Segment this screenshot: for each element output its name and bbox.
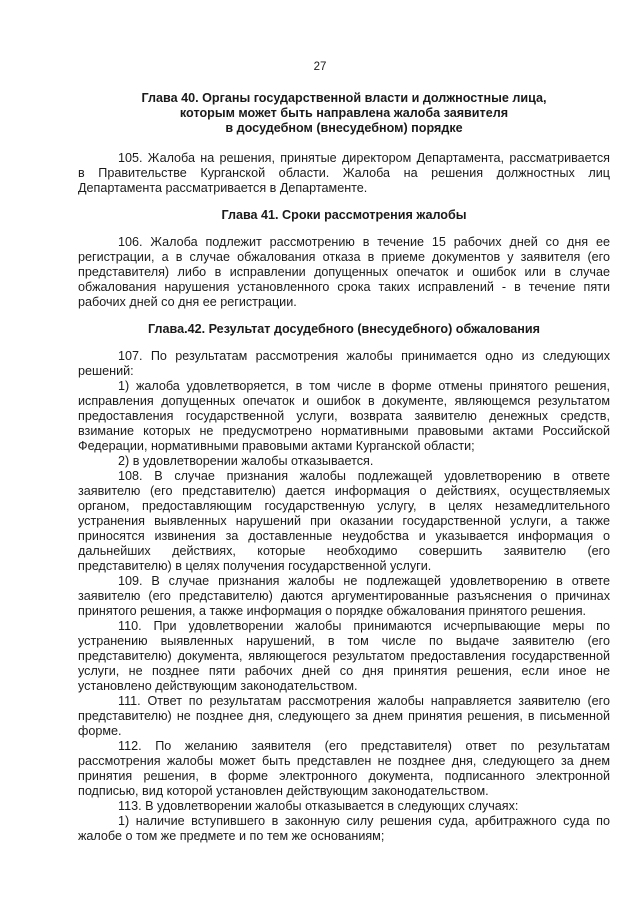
chapter-41-heading: Глава 41. Сроки рассмотрения жалобы <box>221 208 467 222</box>
paragraph-108-line: приносятся извинения за доставленные неудобства и указывается информация о <box>78 529 610 543</box>
paragraph-112-line: принятия решения, в форме электронного документа, подписанного электронной <box>78 769 610 783</box>
paragraph-105-line: Департамента рассматривается в Департаменте. <box>78 181 368 195</box>
paragraph-107-line: решений: <box>78 364 134 378</box>
paragraph-110-line: 110. При удовлетворении жалобы принимаются исчерпывающие меры по <box>118 619 610 633</box>
paragraph-105-line: 105. Жалоба на решения, принятые директором Департамента, рассматривается <box>118 151 610 165</box>
paragraph-112-line: рассмотрения жалобы может быть представлен не позднее дня, следующего за днем <box>78 754 610 768</box>
item-1-line: 1) жалоба удовлетворяется, в том числе в форме отмены принятого решения, <box>118 379 610 393</box>
chapter-40-heading-line-2: которым может быть направлена жалоба заявителя <box>179 106 509 120</box>
paragraph-113-line: 113. В удовлетворении жалобы отказывается в следующих случаях: <box>118 799 519 813</box>
paragraph-106-line: регистрации, а в случае обжалования отказа в приеме документов у заявителя (его <box>78 250 610 264</box>
item-1-line: взимание которых не предусмотрено нормативными правовыми актами Российской <box>78 424 610 438</box>
paragraph-108-line: органом, предоставляющим государственную услугу, в целях незамедлительного <box>78 499 610 513</box>
paragraph-108-line: устранения выявленных нарушений при оказании государственной услуги, а также <box>78 514 610 528</box>
paragraph-105-line: в Правительстве Курганской области. Жалоба на решения должностных лиц <box>78 166 610 180</box>
paragraph-110-line: устранению выявленных нарушений, в том числе по выдаче заявителю (его <box>78 634 610 648</box>
paragraph-106-line: представителя) либо в исправлении допущенных опечаток и ошибок или в случае <box>78 265 610 279</box>
paragraph-107-line: 107. По результатам рассмотрения жалобы принимается одно из следующих <box>118 349 610 363</box>
paragraph-112-line: подписью, вид которой установлен действующим законодательством. <box>78 784 489 798</box>
paragraph-111-line: 111. Ответ по результатам рассмотрения жалобы направляется заявителю (его <box>118 694 610 708</box>
item-2-line: 2) в удовлетворении жалобы отказывается. <box>118 454 374 468</box>
paragraph-110-line: установлено действующим законодательством. <box>78 679 358 693</box>
chapter-40-heading-line-3: в досудебном (внесудебном) порядке <box>225 121 463 135</box>
page-number: 27 <box>313 61 327 73</box>
item-1-line: исправления допущенных опечаток и ошибок в документе, являющемся результатом <box>78 394 610 408</box>
chapter-40-heading-line-1: Глава 40. Органы государственной власти и должностные лица, <box>141 91 547 105</box>
item-1-line: Федерации, нормативными правовыми актами Курганской области; <box>78 439 475 453</box>
paragraph-108-line: дальнейших действиях, которые необходимо совершить заявителю (его <box>78 544 610 558</box>
paragraph-106-line: обжалования нарушения установленного срока таких исправлений - в течение пяти <box>78 280 610 294</box>
paragraph-109-line: заявителю (его представителю) даются аргументированные разъяснения о причинах <box>78 589 610 603</box>
item-1-line: предоставления государственной услуги, возврата заявителю денежных средств, <box>78 409 610 423</box>
paragraph-108-line: представителю) в целях получения государственной услуги. <box>78 559 432 573</box>
paragraph-108-line: 108. В случае признания жалобы подлежащей удовлетворению в ответе <box>118 469 610 483</box>
paragraph-110-line: услуги, не позднее пяти рабочих дней со дня принятия решения, если иное не <box>78 664 610 678</box>
paragraph-111-line: форме. <box>78 724 122 738</box>
paragraph-108-line: заявителю (его представителю) дается информация о действиях, осуществляемых <box>78 484 610 498</box>
paragraph-110-line: представителю) документа, являющегося результатом предоставления государственной <box>78 649 610 663</box>
paragraph-111-line: представителю) не позднее дня, следующего за днем принятия решения, в письменной <box>78 709 610 723</box>
paragraph-109-line: принятого решения, а также информация о порядке обжалования принятого решения. <box>78 604 587 618</box>
paragraph-113-item-1-line: 1) наличие вступившего в законную силу решения суда, арбитражного суда по <box>118 814 610 828</box>
chapter-42-heading: Глава.42. Результат досудебного (внесудебного) обжалования <box>148 322 540 336</box>
paragraph-109-line: 109. В случае признания жалобы не подлежащей удовлетворению в ответе <box>118 574 610 588</box>
paragraph-106-line: рабочих дней со дня ее регистрации. <box>78 295 297 309</box>
paragraph-106-line: 106. Жалоба подлежит рассмотрению в течение 15 рабочих дней со дня ее <box>118 235 610 249</box>
paragraph-112-line: 112. По желанию заявителя (его представителя) ответ по результатам <box>118 739 610 753</box>
paragraph-113-item-1-line: жалобе о том же предмете и по тем же основаниям; <box>78 829 385 843</box>
